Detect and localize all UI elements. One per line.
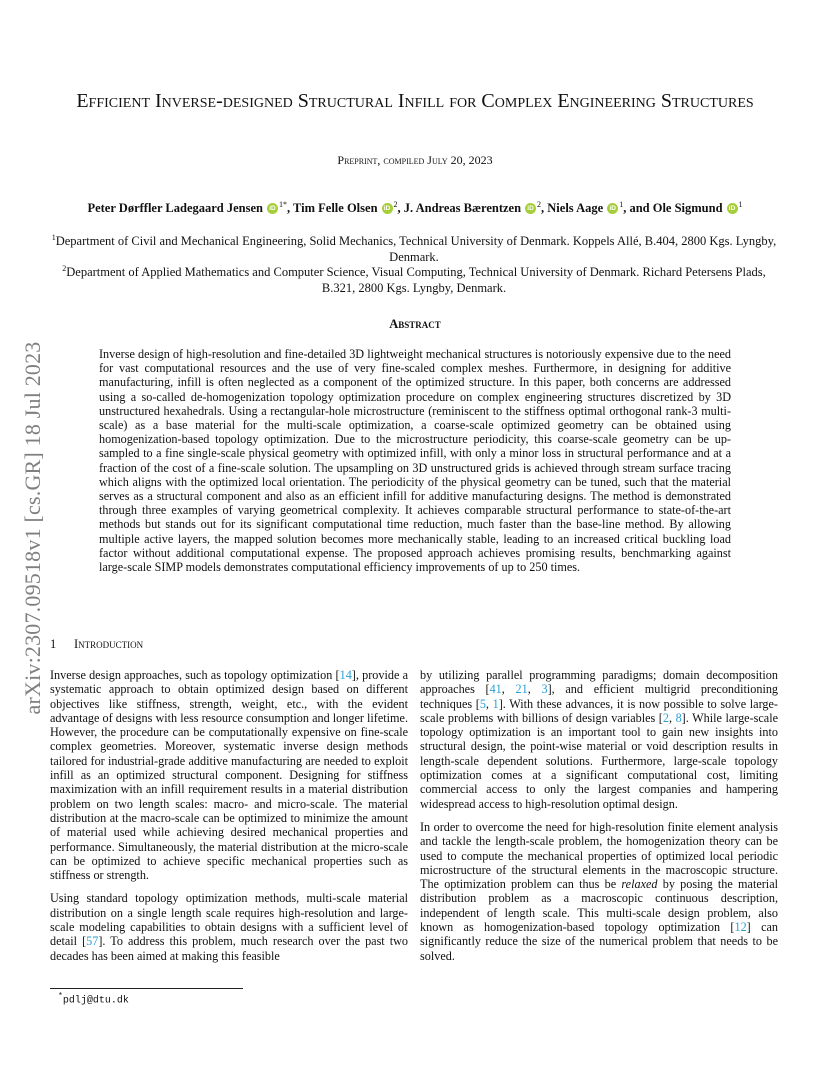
author-separator: , (623, 201, 630, 216)
preprint-line: Preprint, compiled July 20, 2023 (337, 153, 493, 167)
orcid-icon[interactable]: iD (525, 203, 536, 214)
author-affiliation-mark: 2 (393, 200, 398, 209)
body-text: ] can significantly reduce the size of the numerical problem that needs to be solved. (420, 920, 778, 963)
affiliation-1 (48, 230, 780, 265)
abstract-heading: Abstract (389, 317, 441, 331)
orcid-icon[interactable]: iD (727, 203, 738, 214)
orcid-icon[interactable]: iD (607, 203, 618, 214)
footnote-rule (50, 988, 243, 989)
left-column (50, 668, 408, 972)
body-text: by utilizing parallel programming paradigms; domain decomposition approaches [ (420, 668, 778, 697)
arxiv-identifier-text: arXiv:2307.09518v1 [cs.GR] 18 Jul 2023 (20, 341, 45, 715)
citation-link[interactable]: 21 (515, 682, 528, 697)
citation-link[interactable]: 14 (339, 668, 352, 682)
citation-link[interactable]: 12 (734, 920, 747, 935)
author-name: Peter Dørffler Ladegaard Jensen (87, 201, 263, 216)
emphasized-text: relaxed (621, 877, 658, 892)
citation-link[interactable]: 3 (541, 682, 548, 697)
author-separator: , (397, 201, 404, 216)
author-name: J. Andreas Bærentzen (403, 201, 522, 216)
citation-link[interactable]: 41 (489, 682, 502, 697)
author-affiliation-mark: 1 (738, 200, 743, 209)
body-text: ], provide a systematic approach to obtain optimized design based on different objectives like stiffness, strength, weight, etc., with the evident advantage of designs with less resource consumption and longer lifetime. However, the procedure can be computationally expensive on fine-scale complex geometries. Moreover, systematic inverse design methods tailored for industrial-grade additive manufacturing are needed to exploit infill as an optimized structural component. Designing for stiffness maximization with an infill requirement results in a material distribution problem on two length scales: macro- and micro-scale. The material distribution at the macro-scale can be optimized to minimize the amount of material used while achieving desired mechanical properties and performance. Simultaneously, the material distribution at the micro-scale can be optimized to achieve specific mechanical properties such as stiffness or strength. (50, 668, 408, 883)
body-text: ]. To address this problem, much research over the past two decades has been aimed at making this feasible (50, 934, 408, 963)
affiliation-text: Department of Applied Mathematics and Computer Science, Visual Computing, Technical University of Denmark. Richard Petersens Plads, B.321, 2800 Kgs. Lyngby, Denmark. (66, 265, 766, 296)
right-column (420, 668, 778, 972)
body-text: by posing the material distribution problem as a macroscopic continuous description, independent of length scale. This multi-scale design problem, also known as homogenization-based topology optimization [ (420, 877, 778, 935)
orcid-icon[interactable]: iD (382, 203, 393, 214)
author-separator: , (541, 201, 548, 216)
footnote-email[interactable]: pdlj@dtu.dk (62, 995, 129, 1007)
author-separator: , (287, 201, 294, 216)
affiliation-number: 2 (62, 264, 67, 273)
citation-link[interactable]: 57 (86, 934, 99, 949)
paper-title: Efficient Inverse-designed Structural Infill for Complex Engineering Structures (76, 90, 754, 112)
affiliation-2 (48, 261, 780, 296)
body-text: Using standard topology optimization methods, multi-scale material distribution on a single length scale requires high-resolution and large-scale modeling capabilities to obtain designs with a sufficient level of detail [ (50, 891, 408, 949)
citation-link[interactable]: 8 (675, 710, 682, 725)
section-number: 1 (50, 637, 57, 651)
arxiv-identifier (20, 293, 46, 763)
paragraph (50, 891, 408, 962)
paragraph (50, 668, 408, 882)
paragraph (420, 668, 778, 811)
body-text: ], and efficient multigrid preconditioning techniques [ (420, 682, 779, 711)
body-text: In order to overcome the need for high-resolution finite element analysis and tackle the length-scale problem, the homogenization theory can be used to compute the mechanical properties of optimized local periodic microstructure of the structural elements in the macroscopic structure. The optimization problem can thus be (420, 819, 778, 892)
author-name: Tim Felle Olsen (293, 201, 378, 216)
body-text: , (501, 682, 516, 697)
author-name: and Ole Sigmund (629, 201, 723, 216)
paragraph (420, 820, 778, 963)
affiliation-number: 1 (51, 233, 56, 242)
orcid-icon[interactable]: iD (267, 203, 278, 214)
citation-link[interactable]: 5 (479, 696, 486, 711)
abstract-body: Inverse design of high-resolution and fine-detailed 3D lightweight mechanical structures is notoriously expensive due to the need for vast computational resources and the use of very fine-scaled complex meshes. Furthermore, in designing for additive manufacturing, infill is often neglected as a component of the optimized structure. In this paper, both concerns are addressed using a so-called de-homogenization topology optimization procedure on complex engineering structures discretized by 3D unstructured hexahedrals. Using a rectangular-hole microstructure (reminiscent to the stiffness optimal orthogonal rank-3 multi-scale) as a base material for the multi-scale optimization, a coarse-scale optimized geometry can be obtained using homogenization-based topology optimization. Due to the microstructure periodicity, this coarse-scale geometry can be up-sampled to a fine single-scale physical geometry with optimized infill, with only a minor loss in structural performance and at a fraction of the cost of a fine-scale solution. The upsampling on 3D unstructured grids is achieved through stream surface tracing which aligns with the optimized local orientation. The periodicity of the physical geometry can be tuned, such that the material serves as a structural component and also as an efficient infill for additive manufacturing designs. The method is demonstrated through three examples of varying geometrical complexity. It achieves comparable structural performance to state-of-the-art methods but stands out for its significant computational time reduction, much faster than the base-line method. By allowing multiple active layers, the mapped solution becomes more mechanically stable, leading to an increased critical buckling load factor without additional computational expense. The proposed approach achieves promising results, benchmarking against large-scale SIMP models demonstrates computational efficiency improvements of up to 250 times. (99, 347, 731, 575)
author-affiliation-mark: 1* (279, 200, 287, 209)
footnote-mark: * (58, 992, 63, 1001)
author-affiliation-mark: 2 (537, 200, 542, 209)
body-text: , (668, 710, 676, 725)
section-heading (50, 637, 143, 652)
body-text: ]. With these advances, it is now possible to solve large-scale problems with billions of design variables [ (420, 696, 778, 725)
author-affiliation-mark: 1 (619, 200, 624, 209)
footnote (58, 992, 129, 1006)
citation-link[interactable]: 2 (662, 710, 669, 725)
author-name: Niels Aage (547, 201, 604, 216)
body-text: ]. While large-scale topology optimization is an important tool to gain new insights into structural design, the point-wise material or void description results in length-scale dependent solutions. Furthermore, large-scale topology optimization comes at a significant computational cost, limiting commercial access to only the largest companies and hampering widespread access to high-resolution optimal design. (420, 710, 779, 811)
body-text: , (527, 682, 542, 697)
section-title: Introduction (74, 637, 144, 651)
citation-link[interactable]: 1 (492, 696, 499, 711)
author-list (40, 200, 790, 216)
affiliation-text: Department of Civil and Mechanical Engineering, Solid Mechanics, Technical University of Denmark. Koppels Allé, B.404, 2800 Kgs. Lyngby, Denmark. (55, 234, 777, 265)
body-text: , (485, 696, 493, 711)
body-text: Inverse design approaches, such as topology optimization [ (50, 668, 340, 682)
